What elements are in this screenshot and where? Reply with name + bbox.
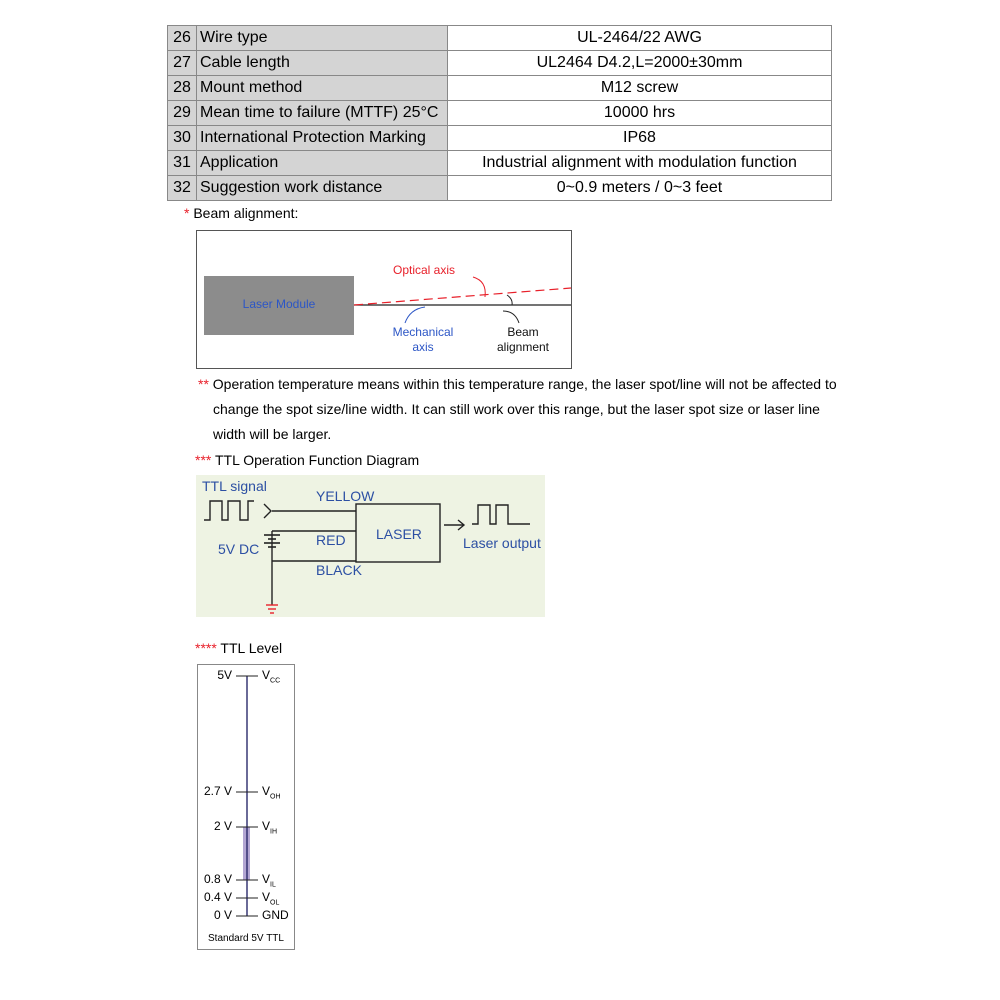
temperature-note-line3: width will be larger.: [213, 426, 332, 442]
row-value: M12 screw: [448, 76, 832, 101]
level-symbol-text: V: [262, 872, 271, 886]
red-wire-label: RED: [316, 532, 346, 548]
level-symbol-text: V: [262, 890, 271, 904]
mechanical-axis-label: [373, 325, 473, 355]
row-value: 0~0.9 meters / 0~3 feet: [448, 176, 832, 201]
table-row: [168, 26, 832, 51]
level-voltage: 0 V: [213, 908, 232, 922]
level-symbol-sub: OH: [270, 793, 281, 801]
ttl-level-chart: [197, 664, 295, 950]
ttl-level-caption: Standard 5V TTL: [208, 933, 284, 944]
level-symbol: [262, 819, 277, 835]
black-wire-label: BLACK: [316, 562, 362, 578]
level-voltage: 0.4 V: [203, 890, 232, 904]
beam-alignment-title: Beam alignment:: [189, 205, 299, 221]
level-symbol-text: V: [262, 668, 271, 682]
level-symbol: [262, 872, 276, 888]
5v-dc-label: 5V DC: [218, 541, 260, 557]
mechanical-axis-pointer: [405, 307, 425, 323]
laser-module-label: Laser Module: [242, 297, 316, 311]
temperature-note-line1: [198, 372, 838, 397]
ttl-diagram-heading: [195, 448, 419, 473]
ttl-level-title: TTL Level: [216, 640, 283, 656]
table-row: [168, 126, 832, 151]
row-label: Application: [197, 151, 448, 176]
level-symbol: GND: [262, 908, 289, 922]
laser-output-wave: [472, 505, 530, 524]
row-value: UL-2464/22 AWG: [448, 26, 832, 51]
beam-alignment-pointer: [503, 311, 519, 323]
row-label: Suggestion work distance: [197, 176, 448, 201]
table-row: [168, 101, 832, 126]
row-label: Mount method: [197, 76, 448, 101]
beam-alignment-label-line2: alignment: [496, 340, 550, 354]
temperature-note-line2: change the spot size/line width. It can still work over this range, but the laser spot size or laser line: [213, 401, 820, 417]
level-symbol-text: V: [262, 819, 271, 833]
table-row: [168, 51, 832, 76]
alignment-angle-arc: [507, 295, 512, 305]
footnote-marker: **: [198, 376, 209, 392]
level-symbol-sub: OL: [270, 899, 280, 907]
beam-alignment-label-line1: Beam: [507, 325, 539, 339]
row-label: Cable length: [197, 51, 448, 76]
ttl-signal-wave: [204, 501, 254, 520]
row-label: International Protection Marking: [197, 126, 448, 151]
level-symbol-sub: IH: [270, 828, 278, 836]
footnote-marker: ***: [195, 452, 212, 468]
row-value: Industrial alignment with modulation function: [448, 151, 832, 176]
mechanical-axis-label-line2: axis: [412, 340, 434, 354]
level-symbol: [262, 890, 279, 906]
footnote-marker: ****: [195, 640, 217, 656]
level-symbol-text: V: [262, 784, 271, 798]
mechanical-axis-label-line1: Mechanical: [392, 325, 454, 339]
yellow-wire-label: YELLOW: [316, 488, 375, 504]
row-number: 32: [168, 176, 197, 201]
laser-output-label: Laser output: [463, 535, 541, 551]
beam-alignment-diagram: [196, 230, 572, 369]
level-symbol-sub: CC: [270, 677, 281, 685]
level-voltage: 5V: [217, 668, 232, 682]
row-number: 26: [168, 26, 197, 51]
optical-axis-label: Optical axis: [393, 263, 456, 277]
ttl-function-diagram: [196, 475, 545, 617]
table-row: [168, 176, 832, 201]
row-value: 10000 hrs: [448, 101, 832, 126]
row-value: UL2464 D4.2,L=2000±30mm: [448, 51, 832, 76]
row-number: 31: [168, 151, 197, 176]
signal-arrow-icon: [264, 504, 271, 518]
row-value: IP68: [448, 126, 832, 151]
table-row: [168, 151, 832, 176]
row-number: 28: [168, 76, 197, 101]
spec-table: [167, 25, 832, 201]
table-row: [168, 76, 832, 101]
level-voltage: 2 V: [213, 819, 232, 833]
ttl-level-heading: [195, 636, 282, 661]
temperature-note: [198, 372, 838, 447]
ttl-level-graphic: [198, 665, 294, 949]
laser-label: LASER: [376, 526, 422, 542]
level-voltage: 2.7 V: [203, 784, 232, 798]
ttl-diagram-title: TTL Operation Function Diagram: [211, 452, 420, 468]
optical-axis-pointer: [473, 277, 485, 297]
temperature-note-text: Operation temperature means within this temperature range, the laser spot/line will not be affected to: [208, 376, 837, 392]
ttl-signal-label: TTL signal: [202, 478, 267, 494]
row-number: 30: [168, 126, 197, 151]
footnote-marker: *: [184, 205, 190, 221]
row-label: Wire type: [197, 26, 448, 51]
level-symbol-sub: IL: [270, 881, 276, 889]
level-symbol: [262, 784, 281, 800]
beam-alignment-label: [483, 325, 563, 355]
level-symbol: [262, 668, 280, 684]
optical-axis-line: [354, 288, 571, 305]
beam-alignment-heading: [184, 201, 298, 226]
row-number: 29: [168, 101, 197, 126]
row-number: 27: [168, 51, 197, 76]
level-voltage: 0.8 V: [203, 872, 232, 886]
row-label: Mean time to failure (MTTF) 25°C: [197, 101, 448, 126]
